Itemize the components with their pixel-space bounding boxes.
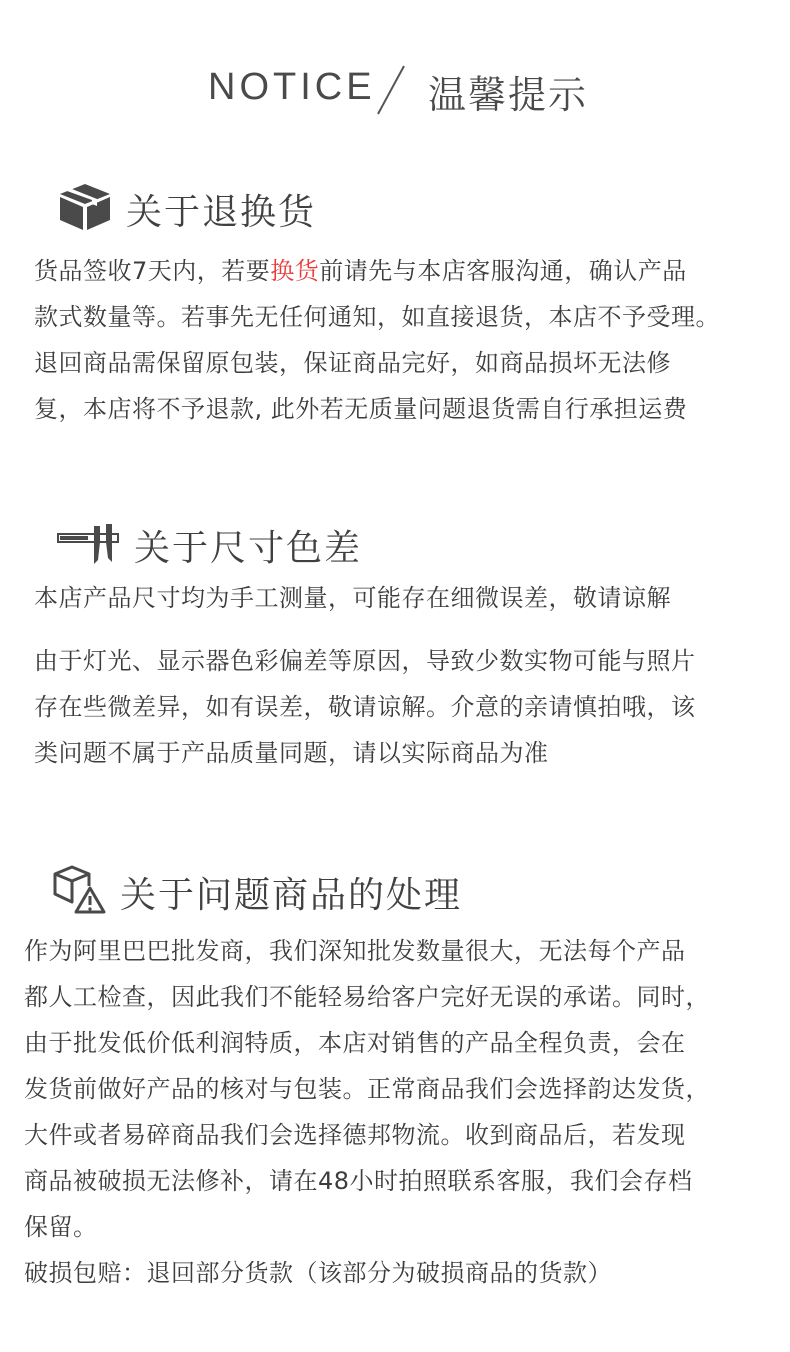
size-note: 本店产品尺寸均为手工测量，可能存在细微误差，敬请谅解: [34, 584, 671, 612]
section-title-text: 关于退换货: [126, 191, 317, 233]
problem-paragraph: [24, 928, 710, 1296]
section-title-text: 关于尺寸色差: [134, 528, 363, 569]
problem-line-1: 作为阿里巴巴批发商，我们深知批发数量很大，无法每个产品: [24, 937, 686, 965]
problem-line-8: 破损包赔：退回部分货款（该部分为破损商品的货款）: [24, 1259, 612, 1287]
returns-paragraph: [34, 248, 720, 432]
slash-divider-icon: [372, 62, 412, 118]
returns-line-4: 复，本店将不予退款, 此外若无质量问题退货需自行承担运费: [34, 395, 688, 423]
problem-line-2: 都人工检查，因此我们不能轻易给客户完好无误的承诺。同时，: [24, 983, 710, 1011]
exchange-highlight: 换货: [270, 257, 320, 285]
problem-line-3: 由于批发低价低利润特质，本店对销售的产品全程负责，会在: [24, 1029, 686, 1057]
returns-line-1: 货品签收7天内，若要换货前请先与本店客服沟通，确认产品: [34, 257, 687, 285]
problem-line-5: 大件或者易碎商品我们会选择德邦物流。收到商品后，若发现: [24, 1121, 686, 1149]
problem-line-7: 保留。: [24, 1213, 98, 1241]
header-title-en: NOTICE: [208, 66, 376, 108]
problem-line-6: 商品被破损无法修补，请在48小时拍照联系客服，我们会存档: [24, 1167, 693, 1195]
section-title-text: 关于问题商品的处理: [120, 874, 463, 916]
header-title-cn: 温馨提示: [428, 73, 589, 117]
section-title-returns: [58, 182, 316, 236]
package-icon: [58, 182, 112, 236]
section-title-problem: [52, 864, 462, 920]
caliper-icon: [56, 522, 120, 570]
damaged-box-warning-icon: [52, 864, 106, 920]
color-line-3: 类问题不属于产品质量同题，请以实际商品为准: [34, 739, 549, 767]
color-line-1: 由于灯光、显示器色彩偏差等原因，导致少数实物可能与照片: [34, 647, 696, 675]
notice-header: [0, 60, 790, 120]
color-paragraph: [34, 638, 696, 776]
section-title-size: [56, 520, 362, 571]
returns-line-3: 退回商品需保留原包装，保证商品完好，如商品损坏无法修: [34, 349, 671, 377]
color-line-2: 存在些微差异，如有误差，敬请谅解。介意的亲请慎拍哦，该: [34, 693, 696, 721]
problem-line-4: 发货前做好产品的核对与包装。正常商品我们会选择韵达发货，: [24, 1075, 710, 1103]
returns-line-2: 款式数量等。若事先无任何通知，如直接退货，本店不予受理。: [34, 303, 720, 331]
